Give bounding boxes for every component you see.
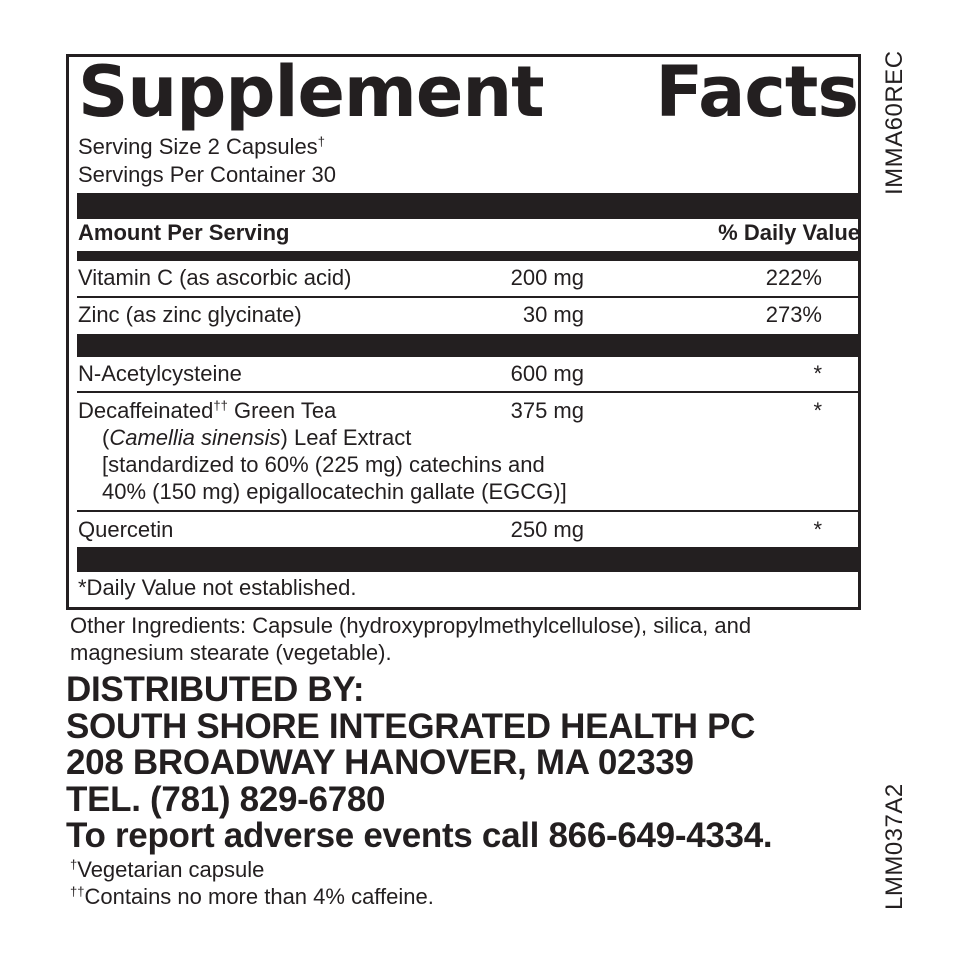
ingredient-daily-value: * xyxy=(813,361,822,386)
distributed-by-heading: DISTRIBUTED BY: xyxy=(66,670,365,709)
distributor-phone: TEL. (781) 829-6780 xyxy=(66,779,386,819)
caffeine-mark: †† xyxy=(213,398,228,413)
thin-divider xyxy=(77,296,861,298)
title-word-supplement: Supplement xyxy=(78,51,544,133)
botanical-name: Camellia sinensis xyxy=(109,425,281,450)
serving-size-label: Serving Size 2 Capsules xyxy=(78,134,318,159)
medium-divider xyxy=(77,251,861,261)
green-tea-label-b: Green Tea xyxy=(227,398,337,423)
ingredient-label: N-Acetylcysteine xyxy=(78,361,242,386)
green-tea-standardization: [standardized to 60% (225 mg) catechins and xyxy=(102,452,545,477)
ingredient-daily-value: * xyxy=(813,398,822,423)
thick-divider xyxy=(77,547,861,572)
ingredient-daily-value: * xyxy=(813,517,822,542)
green-tea-open-paren: ( xyxy=(102,425,110,450)
ingredient-amount: 375 mg xyxy=(510,398,584,423)
serving-size xyxy=(78,134,325,160)
thick-divider xyxy=(77,193,861,219)
nutrient-daily-value: 222% xyxy=(765,265,822,290)
footnote-mark: † xyxy=(70,857,78,872)
supplement-facts-panel xyxy=(66,51,861,610)
servings-per-container: Servings Per Container 30 xyxy=(78,162,337,187)
thin-divider xyxy=(77,391,861,393)
ingredient-label xyxy=(78,398,336,424)
nutrient-label: Vitamin C (as ascorbic acid) xyxy=(78,265,352,290)
nutrient-label: Zinc (as zinc glycinate) xyxy=(78,302,302,327)
title-word-facts: Facts xyxy=(655,51,858,133)
ingredient-amount: 250 mg xyxy=(510,517,584,542)
footnote-caffeine xyxy=(70,884,434,910)
daily-value-note: *Daily Value not established. xyxy=(78,575,357,600)
footnote-mark: †† xyxy=(70,884,85,899)
green-tea-extract: ) Leaf Extract xyxy=(280,425,412,450)
nutrient-daily-value: 273% xyxy=(765,302,822,327)
side-code-bottom: LMM037A2 xyxy=(881,783,908,910)
footnote-text: Contains no more than 4% caffeine. xyxy=(84,884,434,909)
green-tea-label-a: Decaffeinated xyxy=(78,398,214,423)
vegetarian-mark: † xyxy=(317,134,325,149)
daily-value-label: % Daily Value xyxy=(718,220,860,245)
amount-per-serving-label: Amount Per Serving xyxy=(78,220,290,245)
footnote-vegetarian xyxy=(70,857,264,883)
ingredient-label: Quercetin xyxy=(78,517,174,542)
side-code-top: IMMA60REC xyxy=(881,50,908,195)
green-tea-source xyxy=(102,425,411,451)
panel-title xyxy=(78,53,858,131)
adverse-events-line: To report adverse events call 866-649-4334. xyxy=(66,816,773,855)
ingredient-amount: 600 mg xyxy=(510,361,584,386)
other-ingredients: Other Ingredients: Capsule (hydroxypropylmethylcellulose), silica, and magnesium stearate (vegetable). xyxy=(70,613,752,665)
thick-divider xyxy=(77,334,861,357)
thin-divider xyxy=(77,510,861,512)
distributor-address: 208 BROADWAY HANOVER, MA 02339 xyxy=(66,743,694,782)
distributor-name: SOUTH SHORE INTEGRATED HEALTH PC xyxy=(66,706,756,746)
footnote-text: Vegetarian capsule xyxy=(77,857,265,882)
nutrient-amount: 200 mg xyxy=(510,265,584,290)
amount-header xyxy=(78,220,860,246)
distributor-block xyxy=(66,672,772,855)
nutrient-amount: 30 mg xyxy=(522,302,584,327)
green-tea-egcg: 40% (150 mg) epigallocatechin gallate (EGCG)] xyxy=(102,479,567,504)
